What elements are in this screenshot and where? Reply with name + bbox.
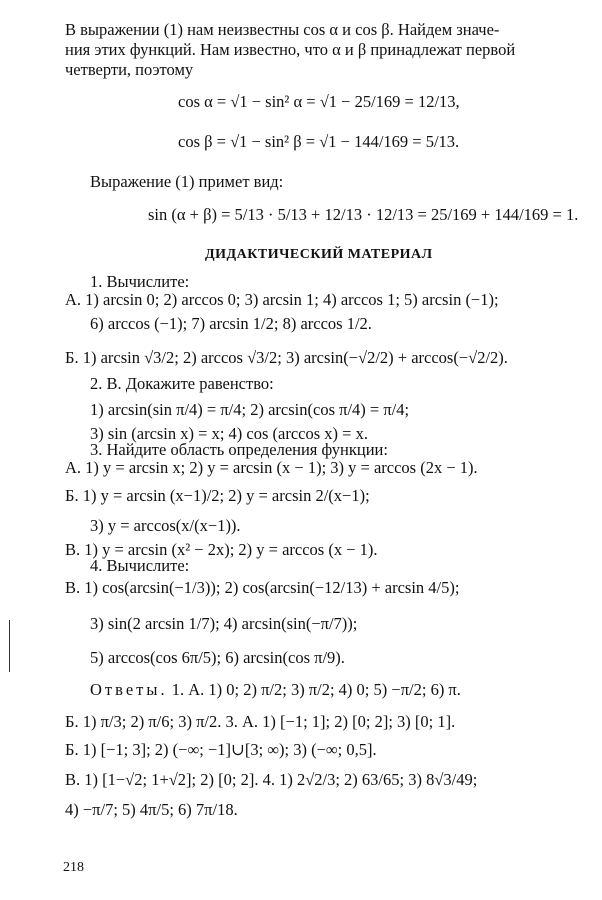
task-4-v-line-3: 5) arccos(cos 6π/5); 6) arcsin(cos π/9). bbox=[90, 648, 345, 667]
equation-cos-alpha: cos α = √1 − sin² α = √1 − 25/169 = 12/13, bbox=[178, 92, 460, 111]
intro-paragraph-2: Выражение (1) примет вид: bbox=[90, 172, 284, 191]
task-4-v-line-2: 3) sin(2 arcsin 1/7); 4) arcsin(sin(−π/7)); bbox=[90, 614, 358, 633]
task-2-line-2: 3) sin (arcsin x) = x; 4) cos (arccos x) = x. bbox=[90, 424, 368, 443]
answers-line-2: Б. 1) π/3; 2) π/6; 3) π/2. 3. А. 1) [−1; 1]; 2) [0; 2]; 3) [0; 1]. bbox=[65, 712, 456, 731]
equation-sin-sum: sin (α + β) = 5/13 · 5/13 + 12/13 · 12/13 = 25/169 + 144/169 = 1. bbox=[148, 205, 579, 224]
intro-line-2: ния этих функций. Нам известно, что α и β принадлежат первой bbox=[65, 40, 516, 59]
answers-line-4: В. 1) [1−√2; 1+√2]; 2) [0; 2]. 4. 1) 2√2/3; 2) 63/65; 3) 8√3/49; bbox=[65, 770, 478, 789]
intro-line-3: четверти, поэтому bbox=[65, 60, 194, 79]
task-1-a-line-1: А. 1) arcsin 0; 2) arccos 0; 3) arcsin 1; 4) arccos 1; 5) arcsin (−1); bbox=[65, 290, 499, 309]
task-3-v-line: В. 1) y = arcsin (x² − 2x); 2) y = arccos (x − 1). bbox=[65, 540, 378, 559]
intro-line-1: В выражении (1) нам неизвестны cos α и cos β. Найдем значе- bbox=[65, 20, 500, 39]
answers-line-1 bbox=[90, 680, 461, 700]
section-title: ДИДАКТИЧЕСКИЙ МАТЕРИАЛ bbox=[205, 247, 433, 262]
answers-line-3: Б. 1) [−1; 3]; 2) (−∞; −1]∪[3; ∞); 3) (−∞; 0,5]. bbox=[65, 740, 377, 759]
task-1-heading: 1. Вычислите: bbox=[90, 272, 190, 291]
task-2-line-1: 1) arcsin(sin π/4) = π/4; 2) arcsin(cos π/4) = π/4; bbox=[90, 400, 410, 419]
page-number: 218 bbox=[63, 860, 84, 875]
answers-line-5: 4) −π/7; 5) 4π/5; 6) 7π/18. bbox=[65, 800, 238, 819]
task-3-b-line-1: Б. 1) y = arcsin (x−1)/2; 2) y = arcsin 2/(x−1); bbox=[65, 486, 370, 505]
answers-heading: Ответы. bbox=[90, 680, 168, 699]
task-4-heading: 4. Вычислите: bbox=[90, 556, 190, 575]
task-3-a-line: А. 1) y = arcsin x; 2) y = arcsin (x − 1); 3) y = arccos (2x − 1). bbox=[65, 458, 478, 477]
task-1-a-line-2: 6) arccos (−1); 7) arcsin 1/2; 8) arccos 1/2. bbox=[90, 314, 372, 333]
task-2-heading: 2. В. Докажите равенство: bbox=[90, 374, 274, 393]
task-3-b-line-2: 3) y = arccos(x/(x−1)). bbox=[90, 516, 241, 535]
margin-bar bbox=[9, 620, 10, 672]
task-4-v-line-1: В. 1) cos(arcsin(−1/3)); 2) cos(arcsin(−12/13) + arcsin 4/5); bbox=[65, 578, 460, 597]
task-3-heading: 3. Найдите область определения функции: bbox=[90, 440, 388, 459]
answers-1: 1. А. 1) 0; 2) π/2; 3) π/2; 4) 0; 5) −π/2; 6) π. bbox=[171, 680, 461, 699]
task-1-b-line: Б. 1) arcsin √3/2; 2) arccos √3/2; 3) arcsin(−√2/2) + arccos(−√2/2). bbox=[65, 348, 508, 367]
equation-cos-beta: cos β = √1 − sin² β = √1 − 144/169 = 5/13. bbox=[178, 132, 460, 151]
